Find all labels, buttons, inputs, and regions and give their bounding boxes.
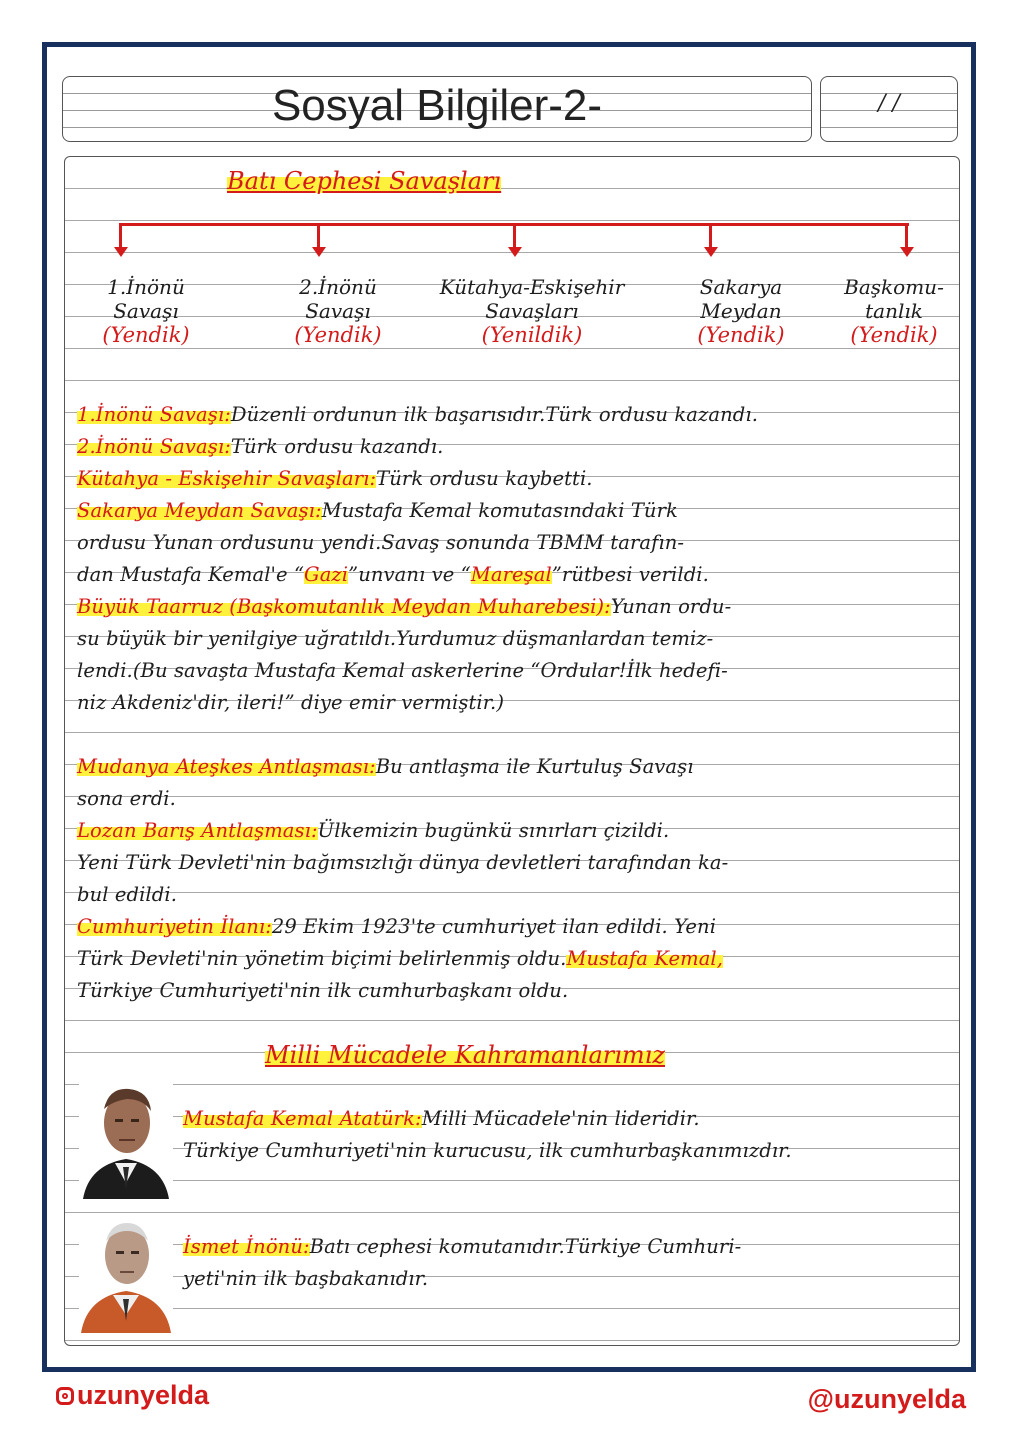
date-field: / / (878, 91, 900, 116)
tree-drop-2 (317, 224, 320, 248)
battle-result: (Yendik) (850, 323, 938, 347)
date-box (820, 76, 958, 142)
note-inonu-1: 1.İnönü Savaşı:Düzenli ordunun ilk başarısıdır.Türk ordusu kazandı. (77, 403, 759, 426)
term: Lozan Barış Antlaşması: (77, 819, 318, 842)
tree-drop-3 (513, 224, 516, 248)
battle-result: (Yenildik) (481, 323, 583, 347)
section-heading-kahramanlar: Milli Mücadele Kahramanlarımız (265, 1041, 665, 1069)
arrow-down-icon (508, 247, 522, 257)
battle-result: (Yendik) (102, 323, 190, 347)
note-sakarya-2: ordusu Yunan ordusunu yendi.Savaş sonunda TBMM tarafın- (77, 531, 685, 554)
section-heading-bati-cephesi: Batı Cephesi Savaşları (227, 167, 502, 195)
note-sakarya-3: dan Mustafa Kemal'e “Gazi”unvanı ve “Mareşal”rütbesi verildi. (77, 563, 709, 586)
maresal-rank: Mareşal (470, 563, 552, 586)
mustafa-kemal-highlight: Mustafa Kemal, (566, 947, 724, 970)
note-taarruz: Büyük Taarruz (Başkomutanlık Meydan Muharebesi):Yunan ordu- (77, 595, 732, 618)
hero-inonu-2: yeti'nin ilk başbakanıdır. (183, 1267, 429, 1290)
note-cumhuriyet-2: Türk Devleti'nin yönetim biçimi belirlenmiş oldu.Mustafa Kemal, (77, 947, 724, 970)
instagram-icon (56, 1387, 74, 1405)
note-mudanya-2: sona erdi. (77, 787, 176, 810)
footer-instagram-handle[interactable]: uzunyelda (56, 1380, 209, 1411)
term: Büyük Taarruz (Başkomutanlık Meydan Muharebesi): (77, 595, 611, 618)
title-box (62, 76, 812, 142)
hero-inonu: İsmet İnönü:Batı cephesi komutanıdır.Türkiye Cumhuri- (183, 1235, 742, 1258)
note-cumhuriyet: Cumhuriyetin İlanı:29 Ekim 1923'te cumhuriyet ilan edildi. Yeni (77, 915, 717, 938)
arrow-down-icon (114, 247, 128, 257)
note-taarruz-4: niz Akdeniz'dir, ileri!” diye emir vermiştir.) (77, 691, 505, 714)
ataturk-portrait (79, 1079, 173, 1199)
hero-ataturk-2: Türkiye Cumhuriyeti'nin kurucusu, ilk cumhurbaşkanımızdır. (183, 1139, 792, 1162)
note-taarruz-2: su büyük bir yenilgiye uğratıldı.Yurdumuz düşmanlardan temiz- (77, 627, 714, 650)
tree-drop-1 (119, 224, 122, 248)
term: Mustafa Kemal Atatürk: (183, 1107, 422, 1130)
battle-result: (Yendik) (697, 323, 785, 347)
page-title: Sosyal Bilgiler-2- (271, 81, 603, 130)
term: Mudanya Ateşkes Antlaşması: (77, 755, 376, 778)
tree-drop-5 (905, 224, 908, 248)
note-taarruz-3: lendi.(Bu savaşta Mustafa Kemal askerlerine “Ordular!İlk hedefi- (77, 659, 728, 682)
battle-result: (Yendik) (294, 323, 382, 347)
arrow-down-icon (312, 247, 326, 257)
battle-inonu-1: 1.İnönü Savaşı (Yendik) (71, 275, 221, 347)
note-mudanya: Mudanya Ateşkes Antlaşması:Bu antlaşma ile Kurtuluş Savaşı (77, 755, 694, 778)
gazi-title: Gazi (304, 563, 349, 586)
note-lozan-3: bul edildi. (77, 883, 177, 906)
battle-baskomutanlik: Başkomu- tanlık (Yendik) (833, 275, 955, 347)
note-lozan-2: Yeni Türk Devleti'nin bağımsızlığı dünya devletleri tarafından ka- (77, 851, 729, 874)
note-lozan: Lozan Barış Antlaşması:Ülkemizin bugünkü sınırları çizildi. (77, 819, 670, 842)
footer-handle[interactable]: @uzunyelda (807, 1384, 966, 1414)
term: İsmet İnönü: (183, 1235, 310, 1258)
note-cumhuriyet-3: Türkiye Cumhuriyeti'nin ilk cumhurbaşkanı oldu. (77, 979, 569, 1002)
arrow-down-icon (900, 247, 914, 257)
inonu-portrait (79, 1213, 173, 1333)
term: Cumhuriyetin İlanı: (77, 915, 272, 938)
term: 2.İnönü Savaşı: (77, 435, 231, 458)
arrow-down-icon (704, 247, 718, 257)
term: 1.İnönü Savaşı: (77, 403, 231, 426)
battle-sakarya: Sakarya Meydan (Yendik) (671, 275, 811, 347)
tree-drop-4 (709, 224, 712, 248)
battle-kutahya-eskisehir: Kütahya-Eskişehir Savaşları (Yenildik) (437, 275, 627, 347)
battle-inonu-2: 2.İnönü Savaşı (Yendik) (263, 275, 413, 347)
hero-ataturk: Mustafa Kemal Atatürk:Milli Mücadele'nin lideridir. (183, 1107, 700, 1130)
note-sakarya: Sakarya Meydan Savaşı:Mustafa Kemal komutasındaki Türk (77, 499, 678, 522)
note-inonu-2: 2.İnönü Savaşı:Türk ordusu kazandı. (77, 435, 444, 458)
lined-paper (64, 156, 960, 1346)
note-kutahya: Kütahya - Eskişehir Savaşları:Türk ordusu kaybetti. (77, 467, 593, 490)
term: Sakarya Meydan Savaşı: (77, 499, 322, 522)
term: Kütahya - Eskişehir Savaşları: (77, 467, 377, 490)
